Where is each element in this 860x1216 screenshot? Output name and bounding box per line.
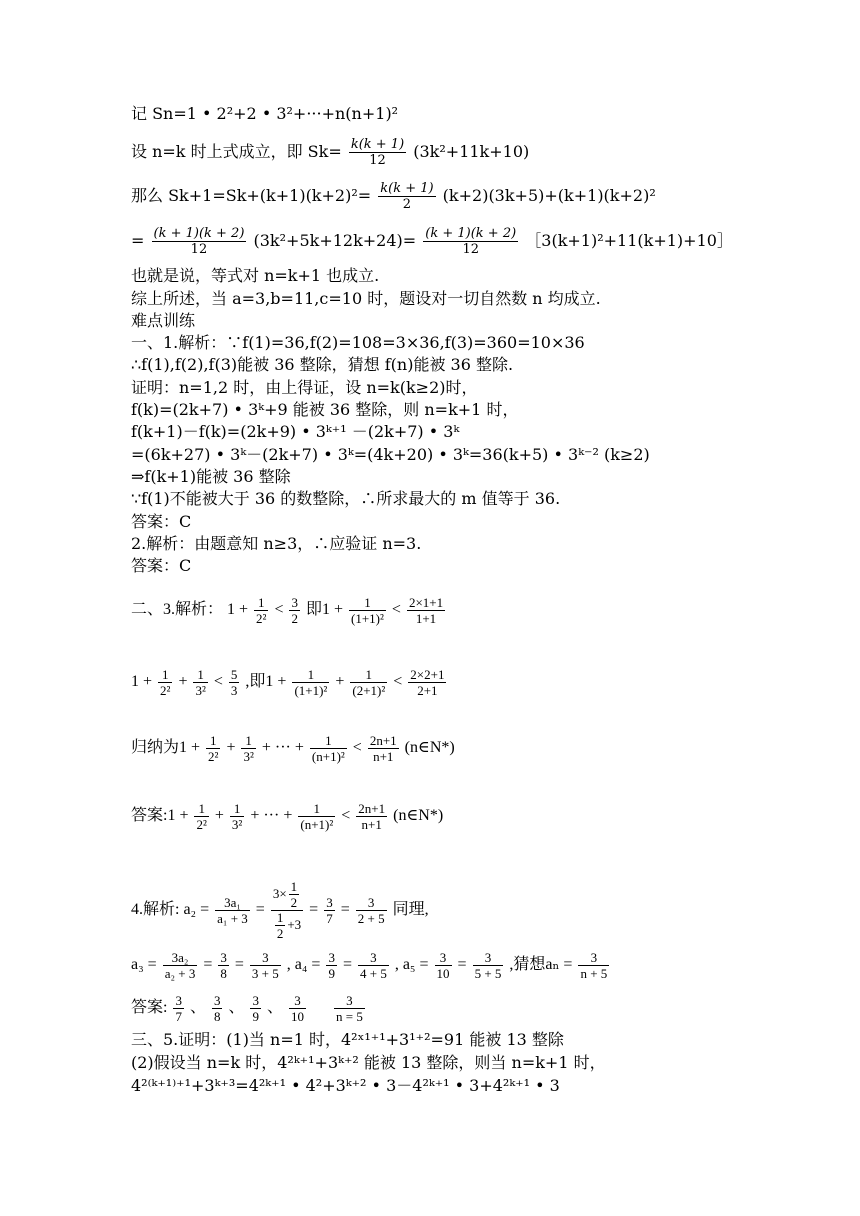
text: , a₄ =	[286, 956, 321, 974]
denominator: 7	[326, 911, 333, 926]
text: 答案:	[131, 999, 168, 1017]
numerator: 3	[326, 895, 333, 910]
text: 、	[266, 999, 283, 1017]
denominator: 2	[402, 197, 412, 212]
denominator: 8	[213, 1009, 221, 1024]
denominator: 12	[369, 153, 386, 168]
numerator	[271, 880, 303, 911]
text: 即1 +	[305, 601, 344, 619]
fraction	[356, 895, 387, 926]
denominator: 3²	[195, 683, 206, 698]
denominator: (1+1)²	[294, 683, 328, 698]
line-q3-first	[131, 595, 447, 626]
text: ,即1 +	[245, 673, 287, 691]
text: 4.解析: a₂ =	[131, 901, 210, 919]
fraction	[230, 801, 244, 832]
numerator: 3a₂	[163, 950, 198, 966]
numerator: 3	[435, 950, 452, 966]
denominator: 2	[290, 895, 298, 910]
numerator: 3a₁	[215, 895, 250, 911]
numerator: 1	[254, 595, 268, 611]
numerator: 3	[578, 950, 609, 966]
fraction	[250, 950, 281, 981]
numerator: 3	[175, 993, 182, 1008]
fraction	[435, 950, 452, 981]
denominator: 2	[276, 926, 284, 941]
text: 二、3.解析：	[131, 601, 224, 619]
fraction	[578, 950, 609, 981]
fraction	[423, 226, 518, 257]
fraction	[334, 993, 365, 1024]
section-heading: 难点训练	[131, 311, 196, 330]
fraction	[163, 950, 198, 981]
fraction	[356, 801, 387, 832]
fraction	[368, 733, 399, 764]
text: 、	[189, 999, 206, 1017]
denominator: 3²	[231, 817, 243, 832]
denominator: (n+1)²	[300, 817, 334, 832]
fraction	[229, 667, 240, 698]
text: +3	[287, 916, 302, 932]
fraction	[158, 667, 172, 698]
numerator: 5	[230, 667, 238, 682]
text: =	[457, 956, 467, 974]
denominator: 5 + 5	[474, 966, 502, 981]
fraction	[173, 993, 184, 1024]
line-then-sk1	[131, 181, 656, 212]
denominator	[271, 911, 303, 941]
text: 同理,	[392, 901, 429, 919]
fraction	[349, 595, 386, 626]
line-also-holds: 也就是说，等式对 n=k+1 也成立.	[131, 266, 380, 285]
fraction	[358, 950, 389, 981]
numerator: k(k + 1)	[380, 181, 434, 196]
fraction	[407, 595, 445, 626]
text: =	[342, 956, 352, 974]
line-q4-analysis	[131, 880, 429, 941]
text: <	[352, 739, 362, 757]
numerator: 2n+1	[358, 801, 386, 816]
numerator: 1	[194, 801, 208, 817]
fraction	[289, 993, 306, 1024]
line-q1-proof: 证明：n=1,2 时，由上得证，设 n=k(k≥2)时，	[131, 378, 478, 397]
text: (n∈N*)	[404, 739, 455, 757]
fraction	[218, 950, 229, 981]
numerator: 3	[334, 993, 365, 1009]
numerator: 1	[298, 801, 335, 817]
denominator: (n+1)²	[311, 749, 345, 764]
denominator: 2+1	[417, 683, 438, 698]
fraction	[275, 911, 286, 941]
fraction	[292, 667, 329, 698]
text: (3k²+11k+10)	[413, 142, 530, 161]
numerator: 2×1+1	[408, 595, 444, 610]
text: +	[335, 673, 345, 691]
denominator: 8	[220, 966, 227, 981]
numerator: 3	[328, 950, 335, 965]
denominator: 2 + 5	[357, 911, 385, 926]
text: (3k²+5k+12k+24)=	[253, 231, 417, 250]
fraction	[326, 950, 337, 981]
line-q5-assume: (2)假设当 n=k 时，4²ᵏ⁺¹+3ᵏ⁺² 能被 13 整除，则当 n=k+1 时，	[131, 1053, 606, 1072]
denominator: 10	[291, 1009, 304, 1024]
numerator: 3	[250, 950, 281, 966]
numerator: 1	[276, 910, 284, 925]
fraction	[289, 595, 300, 626]
text: 、	[228, 999, 245, 1017]
line-q4-terms	[131, 950, 611, 981]
numerator: 1	[310, 733, 347, 749]
denominator: 2²	[196, 817, 207, 832]
denominator: n+1	[361, 817, 382, 832]
text: <	[213, 673, 223, 691]
fraction	[250, 993, 261, 1024]
line-q2-analysis: 2.解析：由题意知 n≥3，∴应验证 n=3.	[131, 534, 422, 553]
numerator: 3	[291, 595, 298, 610]
numerator: 1	[206, 733, 220, 749]
line-q2-answer: 答案：C	[131, 556, 192, 575]
denominator: 9	[252, 1009, 259, 1024]
text: +	[178, 673, 188, 691]
numerator: 1	[349, 595, 386, 611]
denominator: n + 5	[580, 966, 608, 981]
numerator: 3	[356, 895, 387, 911]
denominator: 12	[462, 242, 479, 257]
fraction	[289, 880, 300, 910]
text: + ··· +	[250, 807, 293, 825]
numerator: 1	[230, 801, 244, 817]
denominator: 3²	[243, 749, 254, 764]
denominator: (2+1)²	[352, 683, 386, 698]
line-conclusion: 综上所述，当 a=3,b=11,c=10 时，题设对一切自然数 n 均成立.	[131, 289, 601, 308]
text: ,猜想aₙ =	[509, 956, 573, 974]
fraction	[408, 667, 446, 698]
numerator: 2n+1	[369, 733, 397, 748]
text: 1 +	[227, 601, 249, 619]
line-q4-answer	[131, 993, 367, 1024]
text: =	[131, 231, 145, 250]
text: , a₅ =	[394, 956, 429, 974]
line-q5-expand: 4²⁽ᵏ⁺¹⁾⁺¹+3ᵏ⁺³=4²ᵏ⁺¹ • 4²+3ᵏ⁺² • 3－4²ᵏ⁺¹ • 3+4²ᵏ⁺¹ • 3	[131, 1076, 560, 1095]
denominator: 12	[190, 242, 208, 257]
text: <	[393, 673, 403, 691]
text: (n∈N*)	[393, 807, 444, 825]
numerator: 1	[350, 667, 387, 683]
line-simplify	[131, 226, 733, 257]
line-q3-second	[131, 667, 448, 698]
line-q1-answer: 答案：C	[131, 512, 192, 531]
fraction	[378, 181, 435, 212]
line-q1-guess: ∴f(1),f(2),f(3)能被 36 整除，猜想 f(n)能被 36 整除.	[131, 355, 514, 374]
fraction	[473, 950, 504, 981]
line-q1-fk: f(k)=(2k+7) • 3ᵏ+9 能被 36 整除，则 n=k+1 时，	[131, 400, 519, 419]
numerator: 1	[292, 667, 329, 683]
line-q1-implies: ⇒f(k+1)能被 36 整除	[131, 467, 291, 486]
fraction	[310, 733, 347, 764]
numerator: 3	[220, 950, 227, 965]
denominator: 1+1	[415, 611, 437, 626]
fraction	[271, 880, 303, 941]
denominator: 3 + 5	[251, 966, 279, 981]
text: =	[340, 901, 350, 919]
line-assume-n-k	[131, 137, 529, 168]
numerator: k(k + 1)	[350, 137, 405, 152]
fraction	[152, 226, 247, 257]
line-q1-diff: f(k+1)－f(k)=(2k+9) • 3ᵏ⁺¹ －(2k+7) • 3ᵏ	[131, 422, 460, 441]
fraction	[324, 895, 335, 926]
fraction	[349, 137, 406, 168]
text: =	[234, 956, 244, 974]
fraction	[212, 993, 223, 1024]
numerator: 3	[473, 950, 504, 966]
denominator: n+1	[373, 749, 394, 764]
numerator: 1	[241, 733, 255, 749]
denominator: a₂ + 3	[164, 966, 196, 981]
fraction	[206, 733, 220, 764]
text: +	[214, 807, 224, 825]
text: ［3(k+1)²+11(k+1)+10］	[525, 231, 733, 250]
line-q1-expand: =(6k+27) • 3ᵏ－(2k+7) • 3ᵏ=(4k+20) • 3ᵏ=36(k+5) • 3ᵏ⁻² (k≥2)	[131, 445, 650, 464]
denominator: 10	[436, 966, 450, 981]
text: (k+2)(3k+5)+(k+1)(k+2)²	[442, 186, 656, 205]
numerator: (k + 1)(k + 2)	[425, 226, 517, 241]
text: a₃ =	[131, 956, 157, 974]
denominator: n = 5	[336, 1009, 363, 1024]
numerator: 3	[358, 950, 389, 966]
denominator: 2	[291, 611, 298, 626]
text: <	[341, 807, 351, 825]
text: =	[255, 901, 265, 919]
line-q3-answer	[131, 801, 443, 832]
text: <	[274, 601, 284, 619]
text: 设 n=k 时上式成立，即 Sk=	[131, 142, 342, 161]
line-q3-induction	[131, 733, 455, 764]
numerator: (k + 1)(k + 2)	[153, 226, 245, 241]
denominator: a₁ + 3	[217, 911, 248, 926]
denominator: 7	[175, 1009, 182, 1024]
text: 1 +	[131, 673, 153, 691]
text: =	[203, 956, 213, 974]
fraction	[241, 733, 255, 764]
numerator: 2×2+1	[410, 667, 445, 682]
text: 归纳为1 +	[131, 739, 201, 757]
line-q1-analysis: 一、1.解析：∵f(1)=36,f(2)=108=3×36,f(3)=360=10×36	[131, 333, 585, 352]
text: +	[226, 739, 236, 757]
text: 那么 Sk+1=Sk+(k+1)(k+2)²=	[131, 186, 372, 205]
fraction	[215, 895, 250, 926]
text: <	[391, 601, 401, 619]
denominator: 2²	[208, 749, 219, 764]
denominator: 4 + 5	[359, 966, 387, 981]
line-sum-definition: 记 Sn=1 • 2²+2 • 3²+···+n(n+1)²	[131, 104, 399, 123]
denominator: 2²	[160, 683, 171, 698]
fraction	[193, 667, 207, 698]
text: =	[309, 901, 319, 919]
denominator: 9	[328, 966, 335, 981]
fraction	[298, 801, 335, 832]
numerator: 1	[193, 667, 207, 683]
text: 3×	[272, 885, 287, 901]
numerator: 3	[289, 993, 306, 1009]
fraction	[194, 801, 208, 832]
numerator: 3	[252, 993, 259, 1008]
denominator: (1+1)²	[351, 611, 384, 626]
fraction	[254, 595, 268, 626]
denominator: 3	[230, 683, 238, 698]
text: 答案:1 +	[131, 807, 189, 825]
numerator: 3	[213, 993, 221, 1008]
line-q5-base: 三、5.证明：(1)当 n=1 时，4²ˣ¹⁺¹+3¹⁺²=91 能被 13 整除	[131, 1030, 564, 1049]
line-q1-max-m: ∵f(1)不能被大于 36 的数整除，∴所求最大的 m 值等于 36.	[131, 489, 561, 508]
denominator: 2²	[256, 611, 267, 626]
fraction	[350, 667, 387, 698]
numerator: 1	[290, 879, 298, 894]
numerator: 1	[158, 667, 172, 683]
text: + ··· +	[261, 739, 304, 757]
